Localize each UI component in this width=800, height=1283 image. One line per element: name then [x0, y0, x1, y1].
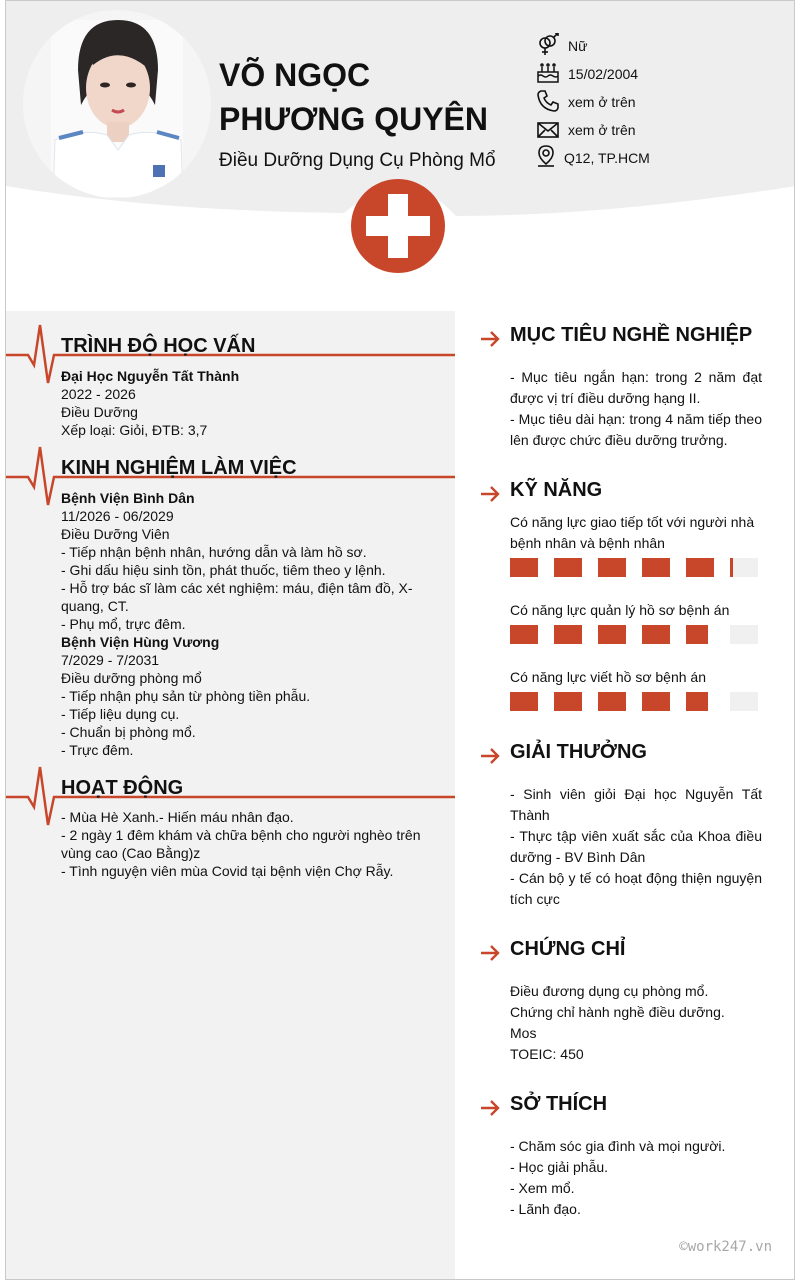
certificates-body — [510, 981, 762, 1065]
email-value: xem ở trên — [568, 122, 636, 138]
skill-bar-segment — [510, 625, 538, 644]
contact-phone — [536, 89, 786, 117]
skill-bar-segment — [642, 692, 670, 711]
skill-bar-segment — [510, 558, 538, 577]
certificate-item: Mos — [510, 1025, 537, 1041]
right-column — [455, 311, 795, 1241]
cv-page — [5, 0, 795, 1280]
arrow-right-icon — [480, 486, 500, 502]
skill-bar-segment — [642, 625, 670, 644]
contact-info — [536, 33, 786, 173]
job1-period: 11/2026 - 06/2029 — [61, 508, 174, 524]
hobby-item: - Học giải phẫu. — [510, 1159, 609, 1175]
job2-task: - Tiếp liệu dụng cụ. — [61, 706, 180, 722]
location-pin-icon — [536, 145, 556, 167]
certificate-item: Điều đương dụng cụ phòng mổ. — [510, 983, 709, 999]
contact-birthday — [536, 61, 786, 89]
skill-label: Có năng lực giao tiếp tốt với người nhà bệnh nhân và bệnh nhân — [510, 514, 755, 551]
activity-item: - Mùa Hè Xanh.- Hiến máu nhân đạo. — [61, 809, 294, 825]
email-icon — [536, 117, 560, 141]
skill-bar-segment — [642, 558, 670, 577]
skill-bar-track — [730, 625, 758, 644]
awards-heading: GIẢI THƯỞNG — [510, 741, 647, 763]
gender-icon — [536, 33, 560, 57]
arrow-right-icon — [480, 945, 500, 961]
education-body — [61, 367, 431, 439]
skill-label: Có năng lực quản lý hồ sơ bệnh án — [510, 602, 730, 618]
hobbies-body — [510, 1136, 762, 1220]
education-grade: Xếp loại: Giỏi, ĐTB: 3,7 — [61, 422, 208, 438]
skill-label: Có năng lực viết hồ sơ bệnh án — [510, 669, 707, 685]
medical-cross-icon — [346, 176, 446, 276]
skill-bar-segment — [730, 558, 733, 577]
job1-role: Điều Dưỡng Viên — [61, 526, 170, 542]
activities-heading: HOẠT ĐỘNG — [61, 777, 184, 799]
job2-role: Điều dưỡng phòng mổ — [61, 670, 202, 686]
skill-bar-segment — [686, 558, 714, 577]
skill-bar-track — [730, 558, 758, 577]
awards-body — [510, 784, 762, 910]
job2-task: - Tiếp nhận phụ sản từ phòng tiền phẫu. — [61, 688, 311, 704]
skill-level-bar — [510, 625, 758, 645]
job1-task: - Ghi dấu hiệu sinh tồn, phát thuốc, tiêm theo y lệnh. — [61, 562, 386, 578]
education-major: Điều Dưỡng — [61, 404, 138, 420]
award-item: - Sinh viên giỏi Đại học Nguyễn Tất Thành — [510, 786, 762, 823]
contact-address — [536, 145, 786, 173]
skill-bar-segment — [554, 625, 582, 644]
objective-section-header — [480, 324, 780, 354]
skill-bar-track — [730, 692, 758, 711]
hobby-item: - Xem mổ. — [510, 1180, 575, 1196]
certificate-item: Chứng chỉ hành nghề điều dưỡng. — [510, 1004, 725, 1020]
phone-value: xem ở trên — [568, 94, 636, 110]
name-line-2: PHƯƠNG QUYÊN — [219, 101, 488, 137]
hobby-item: - Lãnh đạo. — [510, 1201, 581, 1217]
skill-level-bar — [510, 558, 758, 578]
hobbies-heading: SỞ THÍCH — [510, 1093, 608, 1115]
award-item: - Cán bộ y tế có hoạt động thiện nguyện tích cực — [510, 870, 762, 907]
skills-heading: KỸ NĂNG — [510, 479, 603, 501]
education-period: 2022 - 2026 — [61, 386, 136, 402]
skill-bar-segment — [510, 692, 538, 711]
birthday-cake-icon — [536, 61, 560, 85]
contact-gender — [536, 33, 786, 61]
left-column — [6, 311, 455, 1280]
skill-bar-segment — [686, 625, 708, 644]
awards-section-header — [480, 741, 780, 771]
certificates-heading: CHỨNG CHỈ — [510, 938, 626, 960]
hobbies-section-header — [480, 1093, 780, 1123]
skills-body — [510, 512, 762, 712]
job2-task: - Trực đêm. — [61, 742, 134, 758]
objective-heading: MỤC TIÊU NGHỀ NGHIỆP — [510, 324, 753, 346]
birthday-value: 15/02/2004 — [568, 66, 639, 82]
skill-level-bar — [510, 692, 758, 712]
job2-place: Bệnh Viện Hùng Vương — [61, 634, 220, 650]
job-title: Điều Dưỡng Dụng Cụ Phòng Mổ — [219, 150, 496, 171]
arrow-right-icon — [480, 1100, 500, 1116]
contact-email — [536, 117, 786, 145]
job1-task: - Phụ mổ, trực đêm. — [61, 616, 186, 632]
address-value: Q12, TP.HCM — [564, 150, 650, 166]
objective-item: - Mục tiêu dài hạn: trong 4 năm tiếp theo lên được chức điều dưỡng trưởng. — [510, 411, 762, 448]
certificates-section-header — [480, 938, 780, 968]
job1-place: Bệnh Viện Bình Dân — [61, 490, 195, 506]
hobby-item: - Chăm sóc gia đình và mọi người. — [510, 1138, 726, 1154]
skill-bar-segment — [598, 692, 626, 711]
phone-icon — [536, 89, 560, 113]
activities-body — [61, 808, 431, 880]
skill-bar-segment — [598, 558, 626, 577]
education-school: Đại Học Nguyễn Tất Thành — [61, 368, 240, 384]
gender-value: Nữ — [568, 38, 588, 54]
skill-bar-segment — [554, 692, 582, 711]
job2-period: 7/2029 - 7/2031 — [61, 652, 160, 668]
experience-heading: KINH NGHIỆM LÀM VIỆC — [61, 457, 297, 479]
footer-watermark: ©work247.vn — [679, 1239, 772, 1255]
award-item: - Thực tập viên xuất sắc của Khoa điều dưỡng - BV Bình Dân — [510, 828, 762, 865]
job2-task: - Chuẩn bị phòng mổ. — [61, 724, 196, 740]
candidate-name — [219, 53, 529, 141]
profile-photo — [23, 10, 211, 198]
activity-item: - 2 ngày 1 đêm khám và chữa bệnh cho người nghèo trên vùng cao (Cao Bằng)z — [61, 827, 421, 861]
arrow-right-icon — [480, 331, 500, 347]
skill-bar-segment — [554, 558, 582, 577]
job1-task: - Tiếp nhận bệnh nhân, hướng dẫn và làm hồ sơ. — [61, 544, 367, 560]
certificate-item: TOEIC: 450 — [510, 1046, 584, 1062]
objective-item: - Mục tiêu ngắn hạn: trong 2 năm đạt được vị trí điều dưỡng hạng II. — [510, 369, 762, 406]
job1-task: - Hỗ trợ bác sĩ làm các xét nghiệm: máu, điện tâm đồ, X-quang, CT. — [61, 580, 413, 614]
name-line-1: VÕ NGỌC — [219, 57, 371, 93]
skills-section-header — [480, 479, 780, 509]
objective-body — [510, 367, 762, 451]
skill-bar-segment — [686, 692, 708, 711]
activity-item: - Tình nguyện viên mùa Covid tại bệnh viện Chợ Rẫy. — [61, 863, 394, 879]
skill-bar-segment — [598, 625, 626, 644]
experience-body — [61, 489, 431, 759]
education-heading: TRÌNH ĐỘ HỌC VẤN — [61, 335, 256, 357]
arrow-right-icon — [480, 748, 500, 764]
